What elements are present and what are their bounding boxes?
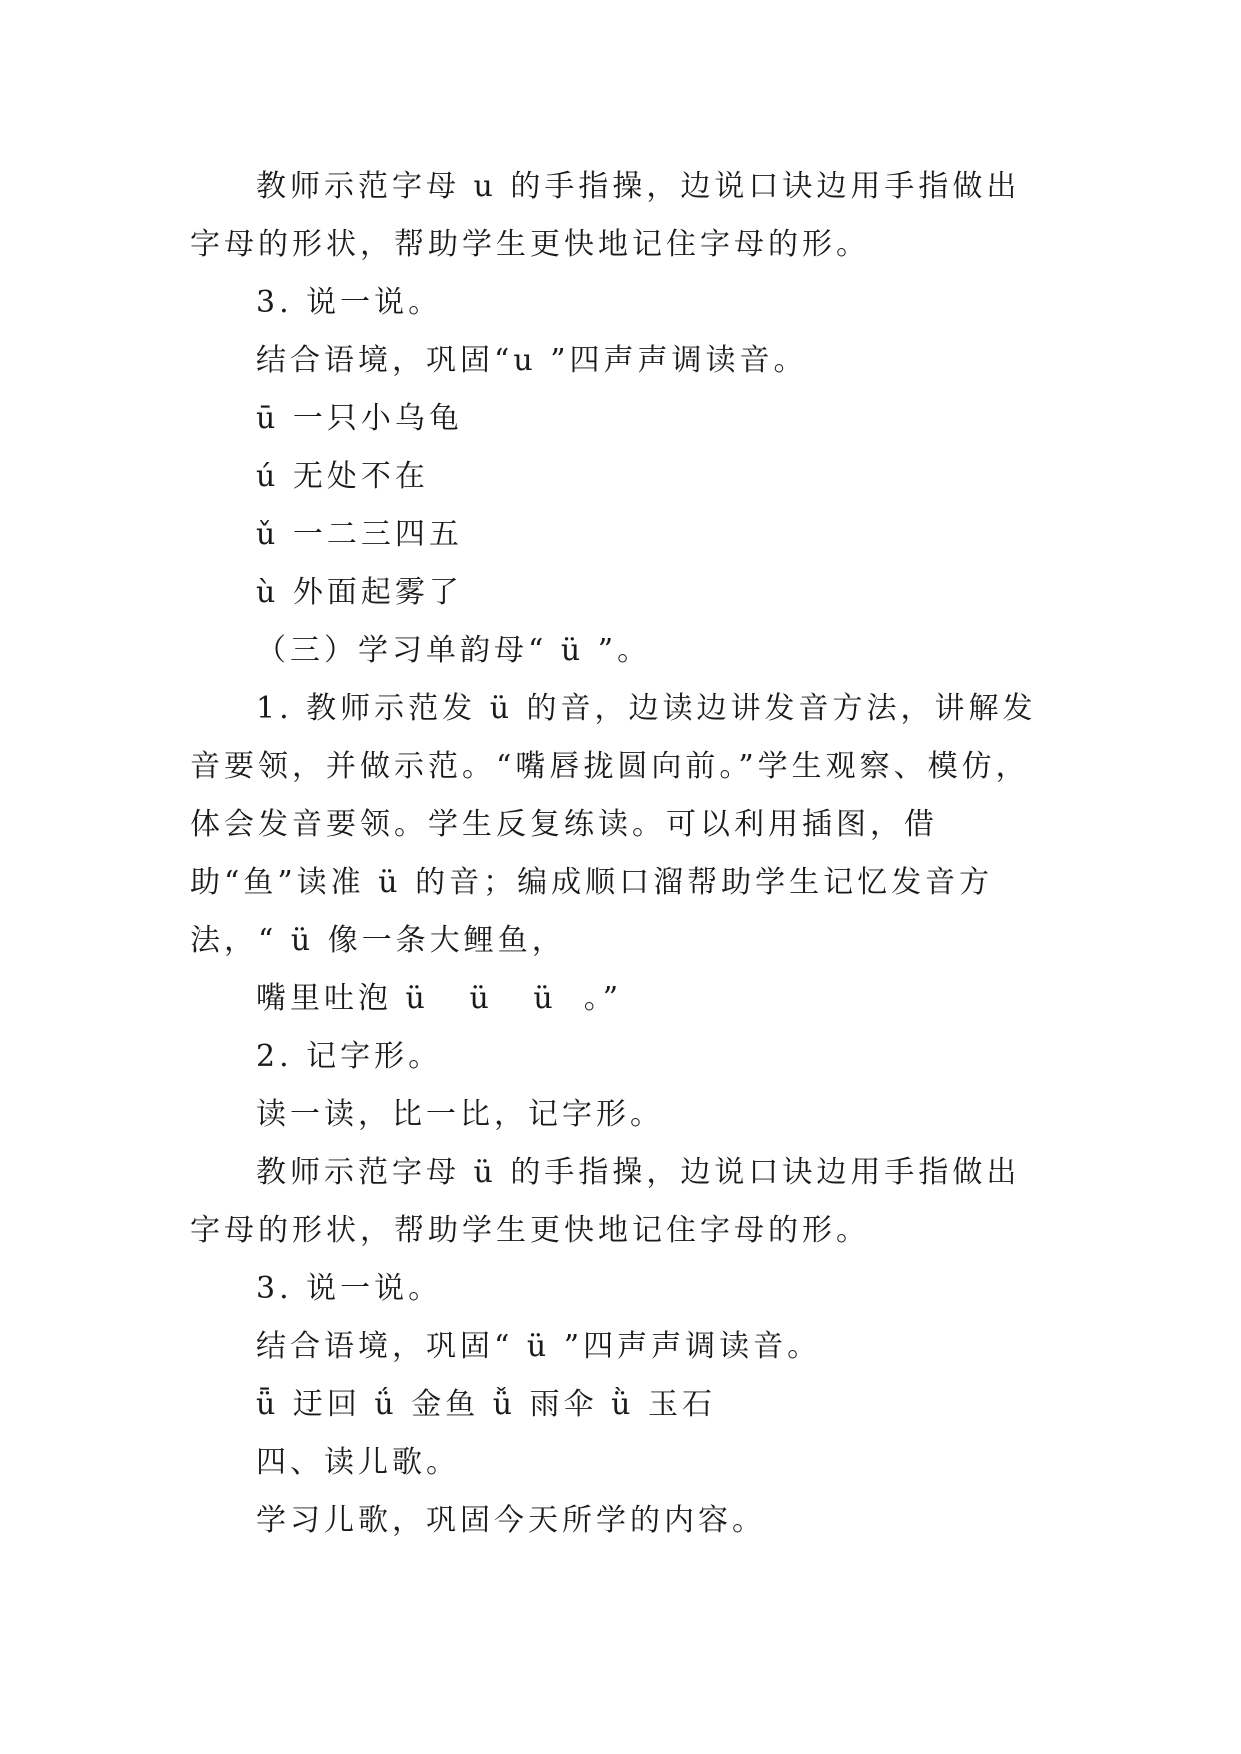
heading-say-u: 3. 说一说。 xyxy=(256,285,443,320)
heading-say-v: 3. 说一说。 xyxy=(256,1271,443,1306)
paragraph-rhyme-review: 学习儿歌，巩固今天所学的内容。 xyxy=(256,1503,766,1538)
tone-line-u2: ú 无处不在 xyxy=(256,459,429,494)
tone-line-v-all: ǖ 迂回 ǘ 金鱼 ǚ 雨伞 ǜ 玉石 xyxy=(256,1387,717,1422)
heading-remember-shape: 2. 记字形。 xyxy=(256,1039,443,1074)
document-page xyxy=(190,158,1050,1550)
section-heading-v: （三）学习单韵母“ ü ”。 xyxy=(256,633,652,668)
section-heading-rhyme: 四、读儿歌。 xyxy=(256,1445,460,1480)
paragraph-u-tones-intro: 结合语境，巩固“u ”四声声调读音。 xyxy=(256,343,808,378)
tone-line-u4: ù 外面起雾了 xyxy=(256,575,463,610)
paragraph-v-finger-exercise: 教师示范字母 ü 的手指操，边说口诀边用手指做出字母的形状，帮助学生更快地记住字母的形。 xyxy=(190,1155,1021,1248)
paragraph-u-finger-exercise: 教师示范字母 u 的手指操，边说口诀边用手指做出字母的形状，帮助学生更快地记住字母的形。 xyxy=(190,169,1021,262)
tone-line-u1: ū 一只小乌龟 xyxy=(256,401,463,436)
paragraph-v-rhyme: 嘴里吐泡 ü ü ü 。” xyxy=(256,981,623,1016)
paragraph-v-tones-intro: 结合语境，巩固“ ü ”四声声调读音。 xyxy=(256,1329,822,1364)
paragraph-v-pronunciation: 1. 教师示范发 ü 的音，边读边讲发音方法，讲解发音要领，并做示范。“嘴唇拢圆向前。”学生观察、模仿，体会发音要领。学生反复练读。可以利用插图，借助“鱼”读准 ü 的音；编成顺口溜帮助学生记忆发音方法，“ ü 像一条大鲤鱼， xyxy=(190,691,1037,958)
tone-line-u3: ǔ 一二三四五 xyxy=(256,517,463,552)
paragraph-read-compare: 读一读，比一比，记字形。 xyxy=(256,1097,664,1132)
